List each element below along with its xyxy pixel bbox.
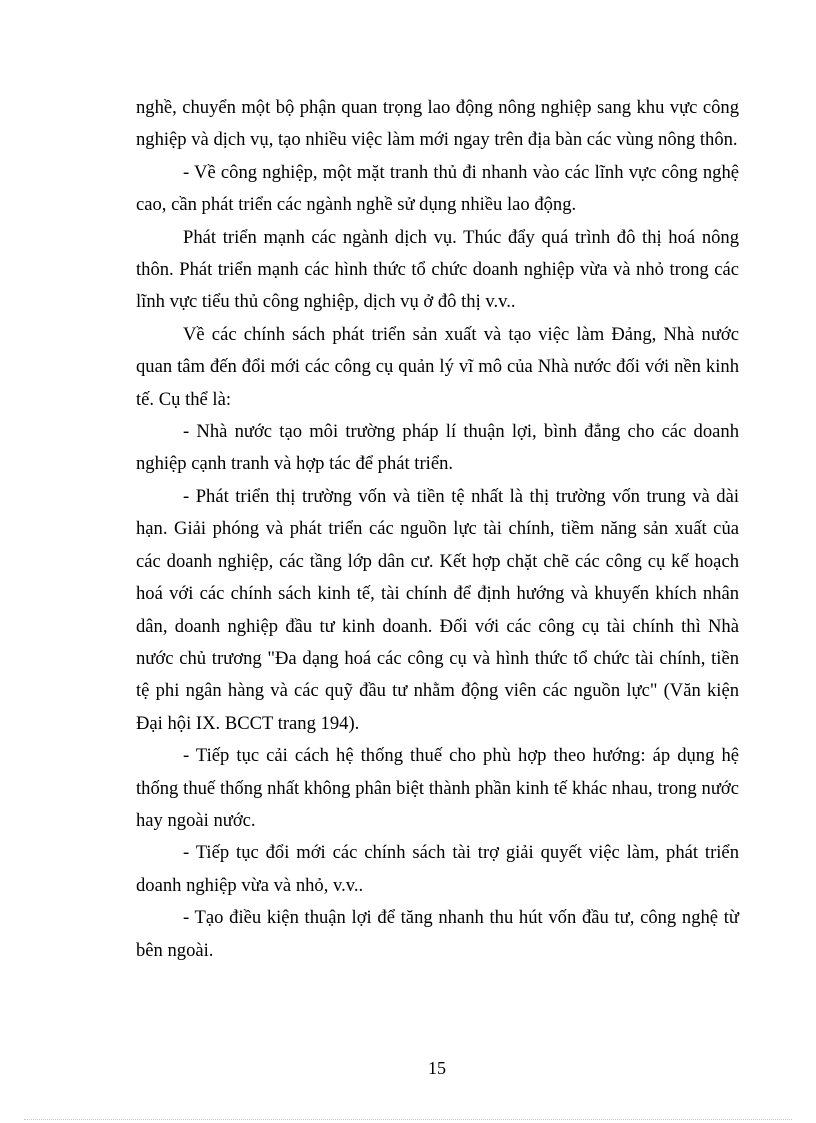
paragraph-industry: - Về công nghiệp, một mặt tranh thủ đi nhanh vào các lĩnh vực công nghệ cao, cần phát triển các ngành nghề sử dụng nhiều lao động. <box>136 161 739 216</box>
page-body <box>136 92 739 967</box>
paragraph-policies: Về các chính sách phát triển sản xuất và tạo việc làm Đảng, Nhà nước quan tâm đến đổi mới các công cụ quản lý vĩ mô của Nhà nước đối với nền kinh tế. Cụ thể là: <box>136 323 739 410</box>
paragraph-capital-market: - Phát triển thị trường vốn và tiền tệ nhất là thị trường vốn trung và dài hạn. Giải phóng và phát triển các nguồn lực tài chính, tiềm năng sản xuất của các doanh nghiệp, các tầng lớp dân cư. Kết hợp chặt chẽ các công cụ kế hoạch hoá với các chính sách kinh tế, tài chính để định hướng và khuyến khích nhân dân, doanh nghiệp đầu tư kinh doanh. Đối với các công cụ tài chính thì Nhà nước chủ trương "Đa dạng hoá các công cụ và hình thức tổ chức tài chính, tiền tệ phi ngân hàng và các quỹ đầu tư nhằm động viên các nguồn lực" (Văn kiện Đại hội IX. BCCT trang 194). <box>136 485 739 734</box>
paragraph-tax-reform: - Tiếp tục cải cách hệ thống thuế cho phù hợp theo hướng: áp dụng hệ thống thuế thống nhất không phân biệt thành phần kinh tế khác nhau, trong nước hay ngoài nước. <box>136 745 739 831</box>
paragraph-continuation: nghề, chuyển một bộ phận quan trọng lao động nông nghiệp sang khu vực công nghiệp và dịch vụ, tạo nhiều việc làm mới ngay trên địa bàn các vùng nông thôn. <box>136 97 739 151</box>
page-bottom-divider <box>24 1119 792 1120</box>
page-number: 15 <box>428 1058 446 1078</box>
paragraph-legal-environment: - Nhà nước tạo môi trường pháp lí thuận lợi, bình đẳng cho các doanh nghiệp cạnh tranh và hợp tác để phát triển. <box>136 421 739 475</box>
paragraph-services: Phát triển mạnh các ngành dịch vụ. Thúc đẩy quá trình đô thị hoá nông thôn. Phát triển mạnh các hình thức tổ chức doanh nghiệp vừa và nhỏ trong các lĩnh vực tiểu thủ công nghiệp, dịch vụ ở đô thị v.v.. <box>136 226 739 313</box>
paragraph-employment-funding: - Tiếp tục đổi mới các chính sách tài trợ giải quyết việc làm, phát triển doanh nghiệp vừa và nhỏ, v.v.. <box>136 842 739 896</box>
paragraph-foreign-investment: - Tạo điều kiện thuận lợi để tăng nhanh thu hút vốn đầu tư, công nghệ từ bên ngoài. <box>136 907 739 961</box>
